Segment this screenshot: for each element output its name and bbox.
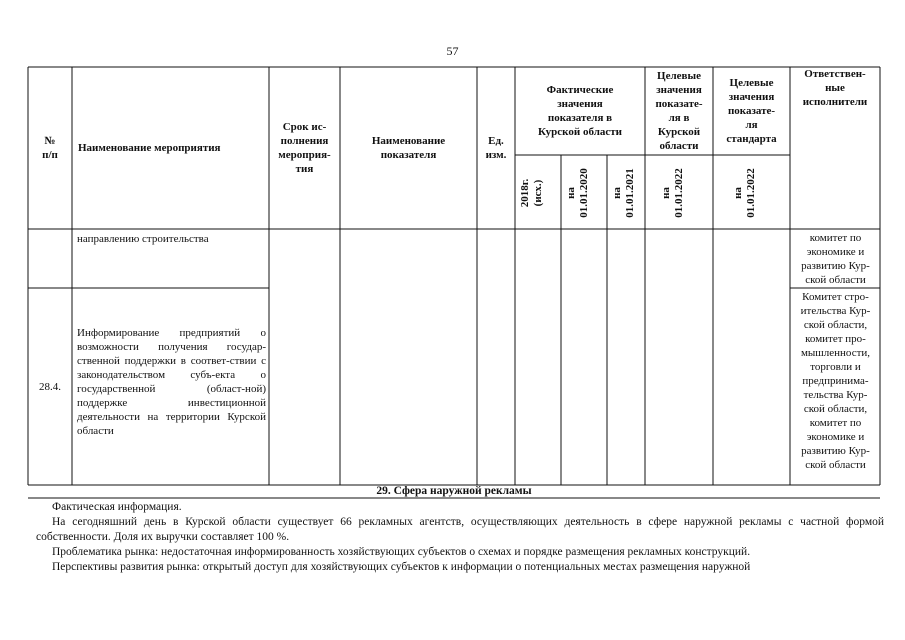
row-28-4-name: Информирование предприятий о возможности получения государ-ственной поддержки в соответ-ствии с законодательством субъ-екта о государственной (област-ной) поддержке инвестиционной деятельности на территории Курской области [77,327,266,437]
paragraph-agencies: На сегодняшний день в Курской области существует 66 рекламных агентств, осуществляющих деятельность в сфере наружной рекламы с частной формой собственности. Доля их выручки составляет 100 %. [36,516,884,543]
continuation-name: направлению строительства [77,233,209,245]
subheader-2018: 2018г. (исх.) [519,178,544,208]
header-term: Срок ис- полнения мероприя- тия [278,121,331,175]
header-responsible: Ответствен- ные исполнители [802,68,868,108]
continuation-responsible: комитет по экономике и развитию Кур- ской области [801,232,870,286]
header-actual: Фактические значения показателя в Курской области [537,84,622,138]
header-target-kursk: Целевые значения показате- ля в Курской области [655,70,703,152]
paragraph-fact: Фактическая информация. [52,501,182,513]
row-28-4-responsible: Комитет стро- ительства Кур- ской области, комитет про- мышленности, торговли и предпринима- тельства Кур- ской области, комитет по экономике и развитию Кур- ской области [800,291,871,471]
page-number: 57 [446,44,459,58]
subheader-2021: на 01.01.2021 [611,168,636,218]
header-target-standard: Целевые значения показате- ля стандарта [726,77,777,145]
header-indicator: Наименование показателя [371,135,446,161]
paragraph-problems: Проблематика рынка: недостаточная информированность хозяйствующих субъектов о схемах и порядке размещения рекламных конструкций. [52,546,751,558]
row-28-4-number: 28.4. [39,381,61,393]
header-unit: Ед. изм. [485,135,507,161]
subheader-2020: на 01.01.2020 [565,168,590,218]
header-name: Наименование мероприятия [78,142,221,154]
subheader-2022-standard: на 01.01.2022 [732,168,757,218]
header-num: № п/п [42,135,58,161]
subheader-2022-kursk: на 01.01.2022 [660,168,685,218]
paragraph-prospects: Перспективы развития рынка: открытый доступ для хозяйствующих субъектов к информации о потенциальных местах размещения наружной [52,561,751,573]
section-title: 29. Сфера наружной рекламы [376,485,532,497]
